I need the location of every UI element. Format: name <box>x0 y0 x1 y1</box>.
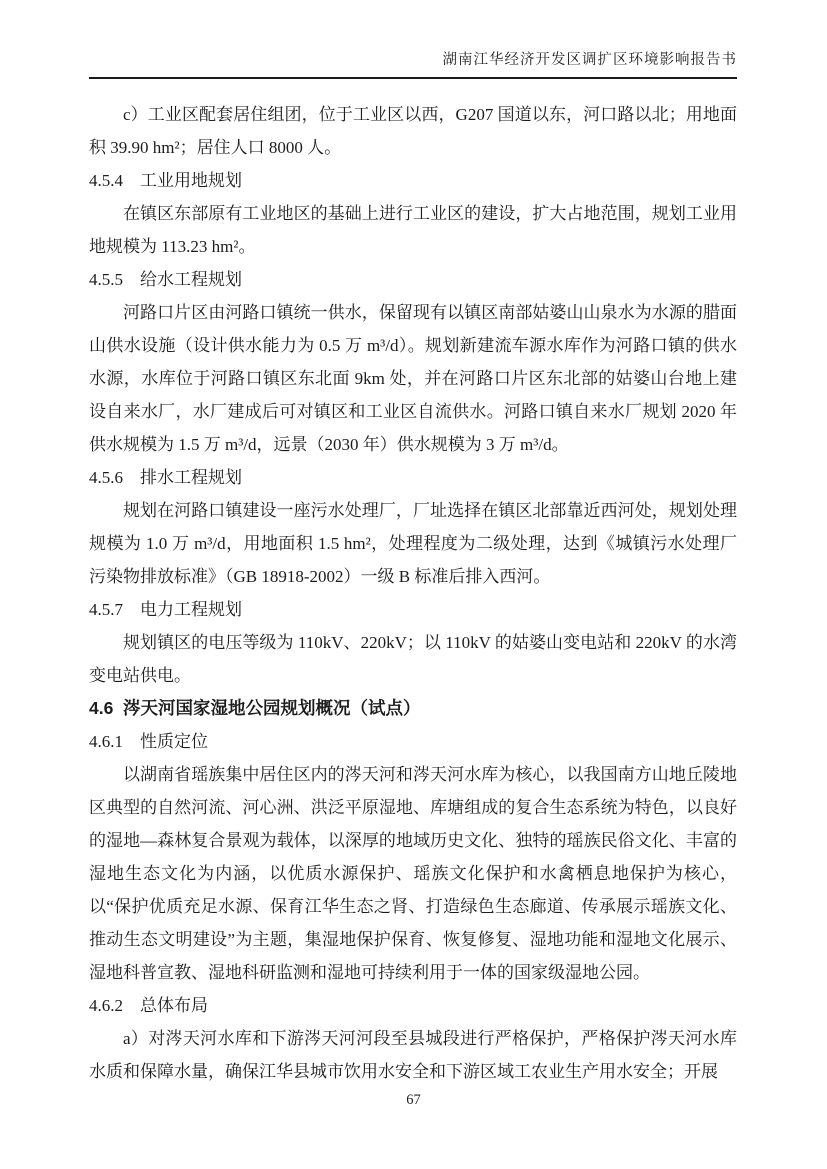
heading-number: 4.6 <box>89 698 114 718</box>
paragraph: 河路口片区由河路口镇统一供水，保留现有以镇区南部姑婆山山泉水为水源的腊面山供水设施（设计供水能力为 0.5 万 m³/d）。规划新建流车源水库作为河路口镇的供水水源，水库位于河路口镇区东北面 9km 处，并在河路口片区东北部的姑婆山台地上建设自来水厂，水厂建成后可对镇区和工业区自流供水。河路口镇自来水厂规划 2020 年供水规模为 1.5 万 m³/d，远景（2030 年）供水规模为 3 万 m³/d。 <box>89 303 737 454</box>
heading-title: 总体布局 <box>140 996 208 1015</box>
section-heading <box>89 692 737 725</box>
heading-number: 4.5.7 <box>89 600 123 619</box>
heading-title: 涔天河国家湿地公园规划概况（试点） <box>122 698 421 718</box>
paragraph: 规划在河路口镇建设一座污水处理厂，厂址选择在镇区北部靠近西河处，规划处理规模为 1.0 万 m³/d，用地面积 1.5 hm²，处理程度为二级处理，达到《城镇污水处理厂污染物排放标准》（GB 18918-2002）一级 B 标准后排入西河。 <box>89 501 737 586</box>
subsection-heading <box>89 461 737 494</box>
paragraph: a）对涔天河水库和下游涔天河河段至县城段进行严格保护，严格保护涔天河水库水质和保障水量，确保江华县城市饮用水安全和下游区域工农业生产用水安全；开展 <box>89 1029 737 1081</box>
heading-number: 4.5.5 <box>89 270 123 289</box>
running-header-title: 湖南江华经济开发区调扩区环境影响报告书 <box>89 50 737 79</box>
subsection-heading <box>89 593 737 626</box>
heading-title: 给水工程规划 <box>140 270 242 289</box>
heading-number: 4.6.2 <box>89 996 123 1015</box>
heading-title: 工业用地规划 <box>140 171 242 190</box>
heading-number: 4.5.4 <box>89 171 123 190</box>
heading-number: 4.5.6 <box>89 468 123 487</box>
document-body <box>89 98 737 1088</box>
paragraph: 规划镇区的电压等级为 110kV、220kV；以 110kV 的姑婆山变电站和 220kV 的水湾变电站供电。 <box>89 633 737 685</box>
subsection-heading <box>89 164 737 197</box>
paragraph: c）工业区配套居住组团，位于工业区以西，G207 国道以东，河口路以北；用地面积 39.90 hm²；居住人口 8000 人。 <box>89 105 737 157</box>
subsection-heading <box>89 263 737 296</box>
subsection-heading <box>89 725 737 758</box>
heading-title: 性质定位 <box>140 732 208 751</box>
subsection-heading <box>89 989 737 1022</box>
heading-number: 4.6.1 <box>89 732 123 751</box>
heading-title: 排水工程规划 <box>140 468 242 487</box>
paragraph: 在镇区东部原有工业地区的基础上进行工业区的建设，扩大占地范围，规划工业用地规模为 113.23 hm²。 <box>89 204 737 256</box>
paragraph: 以湖南省瑶族集中居住区内的涔天河和涔天河水库为核心，以我国南方山地丘陵地区典型的自然河流、河心洲、洪泛平原湿地、库塘组成的复合生态系统为特色，以良好的湿地—森林复合景观为载体，以深厚的地域历史文化、独特的瑶族民俗文化、丰富的湿地生态文化为内涵，以优质水源保护、瑶族文化保护和水禽栖息地保护为核心，以“保护优质充足水源、保育江华生态之肾、打造绿色生态廊道、传承展示瑶族文化、推动生态文明建设”为主题，集湿地保护保育、恢复修复、湿地功能和湿地文化展示、湿地科普宣教、湿地科研监测和湿地可持续利用于一体的国家级湿地公园。 <box>89 765 737 982</box>
page-number: 67 <box>406 1092 421 1108</box>
heading-title: 电力工程规划 <box>140 600 242 619</box>
